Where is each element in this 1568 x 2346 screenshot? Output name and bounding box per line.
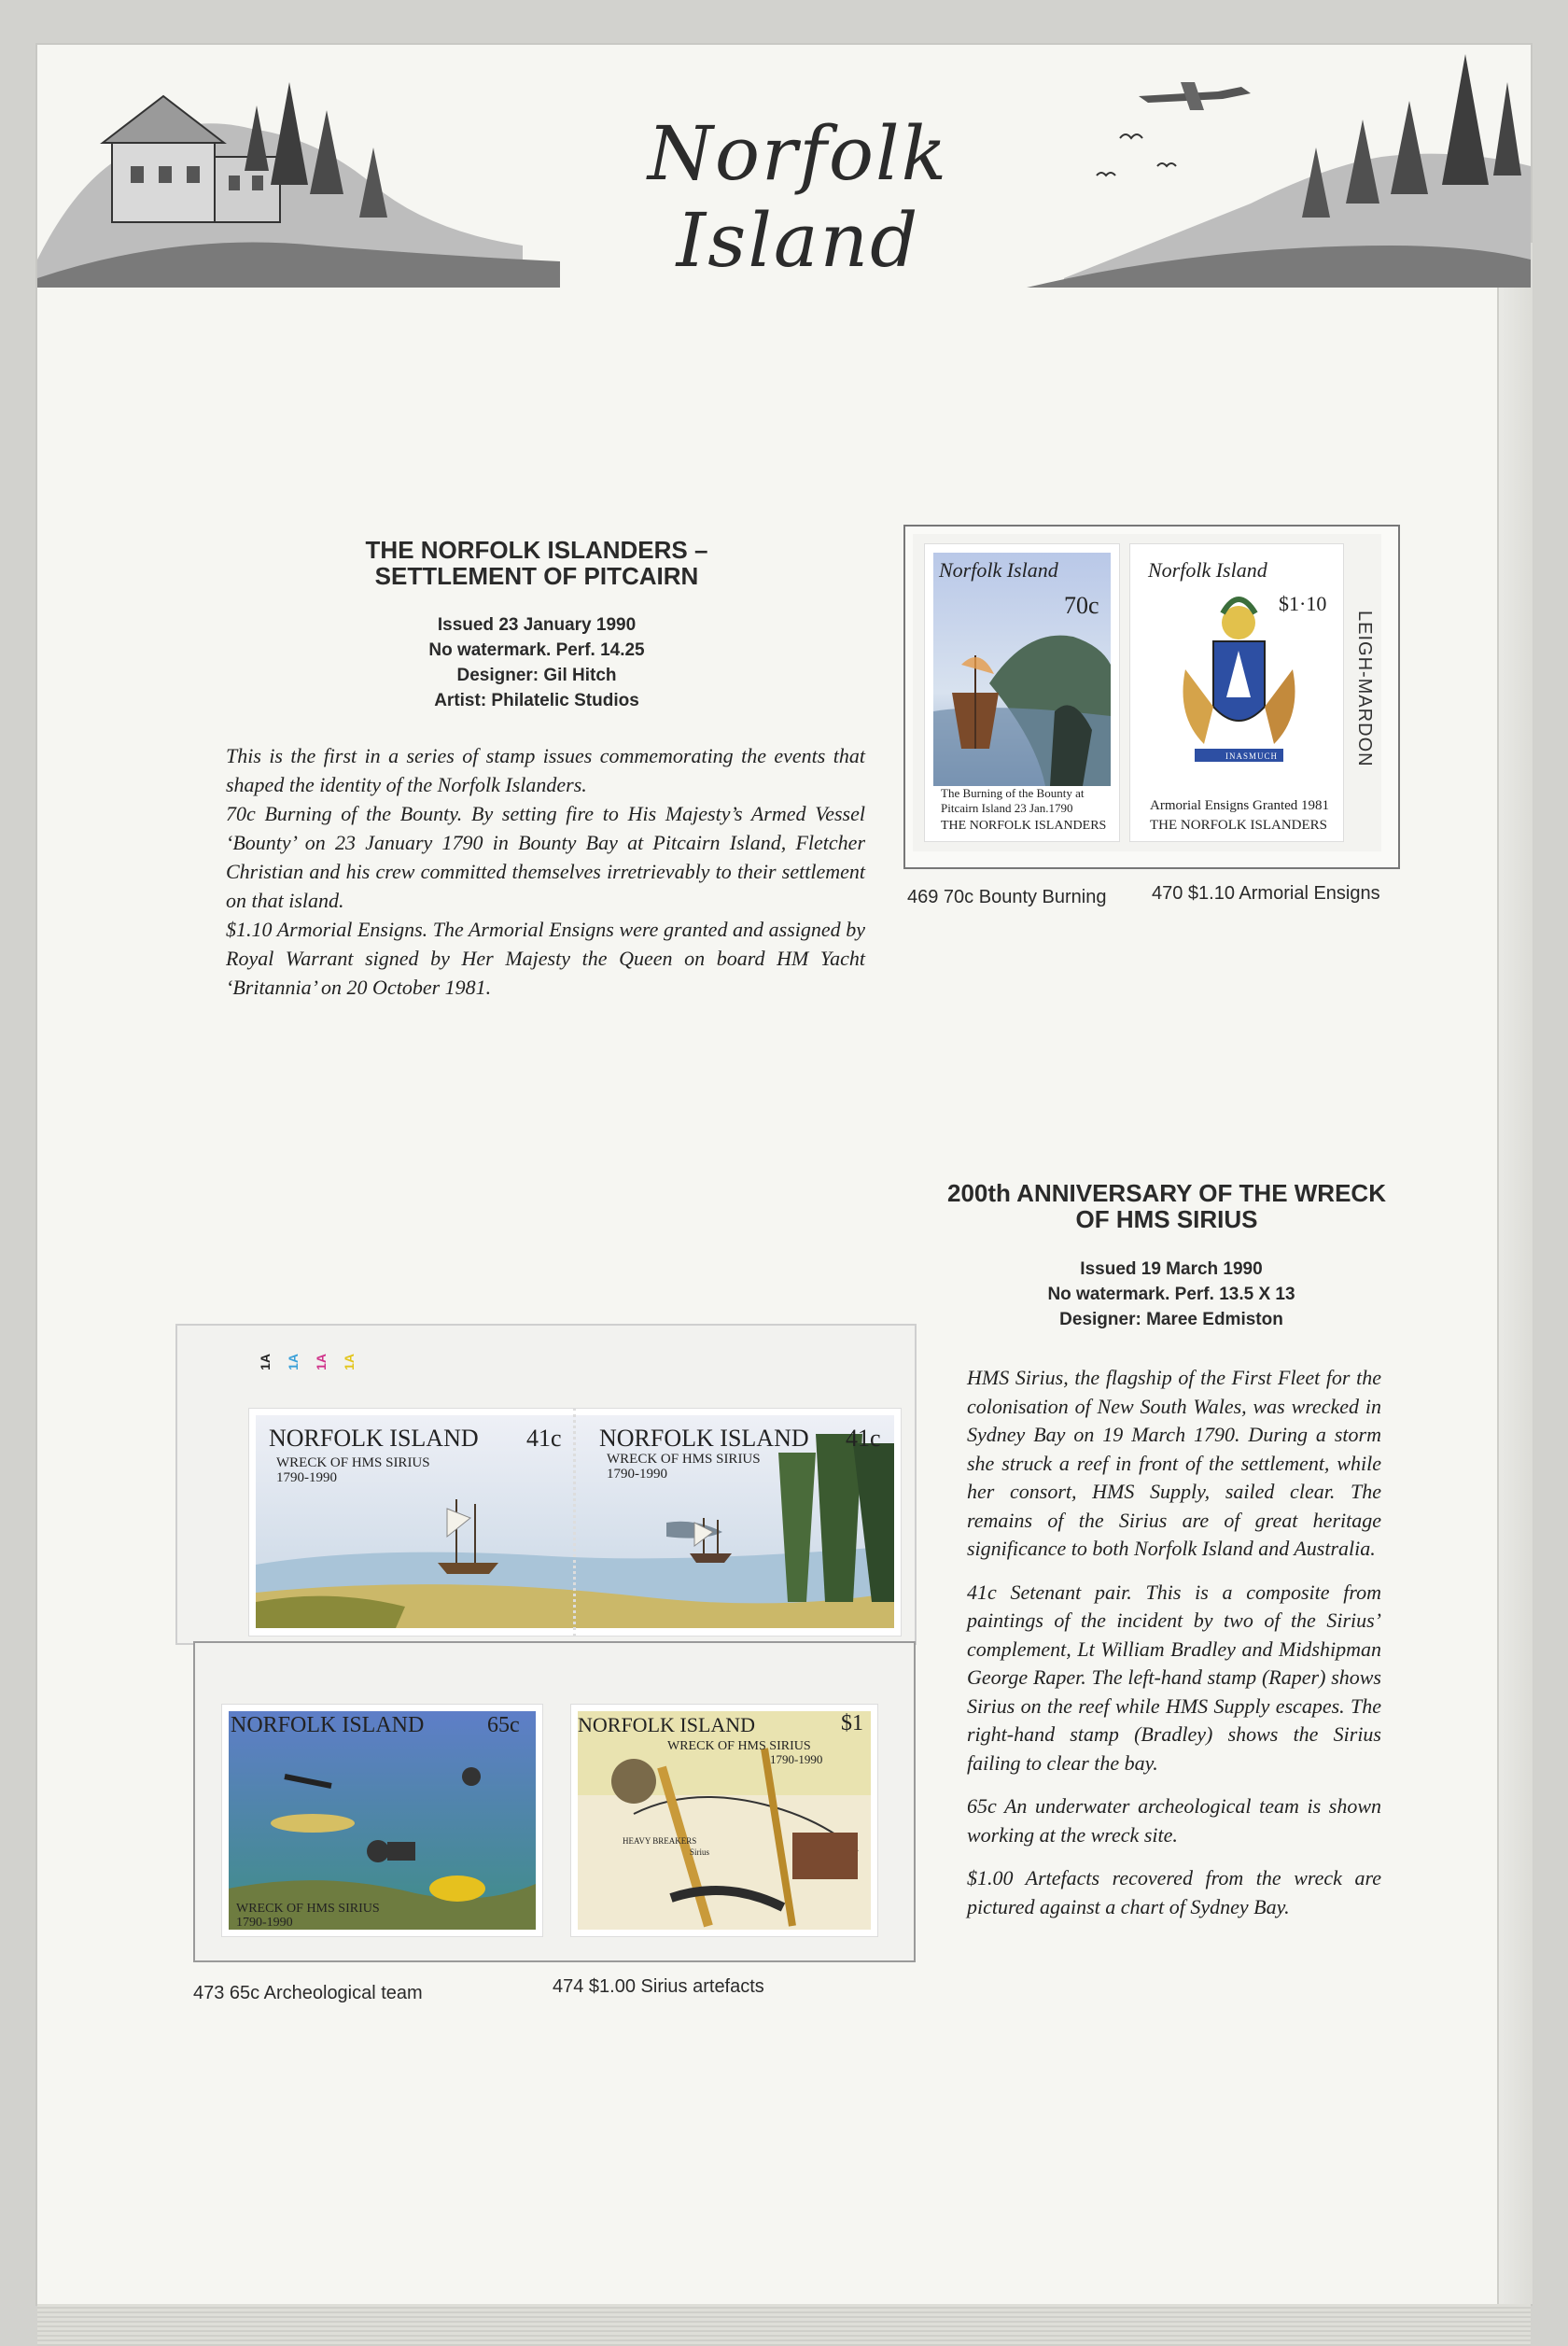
section2-title [896, 1180, 1437, 1232]
section1-title [303, 537, 770, 589]
section2-title-line2: OF HMS SIRIUS [1075, 1205, 1258, 1233]
stamp-470 [1129, 543, 1344, 842]
album-page [37, 45, 1531, 2304]
plate-number-cyan: 1A [286, 1354, 301, 1370]
section1-artist: Artist: Philatelic Studios [434, 691, 639, 710]
section1-title-line2: SETTLEMENT OF PITCAIRN [374, 562, 699, 590]
stamp-474-chart-label-sirius: Sirius [690, 1847, 710, 1857]
stamp-474 [570, 1704, 878, 1937]
header-title: Norfolk Island [647, 110, 949, 284]
stamp-469-footer: THE NORFOLK ISLANDERS [941, 819, 1107, 833]
stamp-mount-65c-100 [193, 1641, 916, 1962]
stamp-469-country: Norfolk Island [939, 558, 1058, 582]
section1-designer: Designer: Gil Hitch [456, 666, 617, 685]
stamp-473-subtitle: WRECK OF HMS SIRIUS [236, 1902, 380, 1916]
section2-paragraph-intro: HMS Sirius, the flagship of the First Fleet for the colonisation of New South Wales, was wrecked in Sydney Bay on 19 March 1790. During a storm she struck a reef in front of the settlement, while her consort, HMS Supply, sailed clear. The remains of the Sirius are of great heritage significance to both Norfolk Island and Australia. [967, 1366, 1381, 1560]
stamp-470-value: $1·10 [1279, 592, 1327, 615]
section1-paragraph-intro: This is the first in a series of stamp issues commemorating the events that shaped the identity of the Norfolk Islanders. [226, 744, 865, 796]
stamp-41c-left-years: 1790-1990 [276, 1470, 337, 1485]
page-stack-edge [37, 2304, 1531, 2346]
section2-issue-details [938, 1257, 1405, 1332]
stamp-474-subtitle: WRECK OF HMS SIRIUS [667, 1739, 811, 1753]
stamp-469-value: 70c [1064, 592, 1099, 619]
stamp-474-value: $1 [841, 1711, 863, 1735]
stamp-470-inscription: Armorial Ensigns Granted 1981 [1150, 798, 1330, 813]
stamp-474-country: NORFOLK ISLAND [578, 1713, 756, 1736]
margin-imprint: LEIGH-MARDON [1354, 611, 1375, 767]
stamp-pair-41c [248, 1408, 902, 1637]
section2-title-line1: 200th ANNIVERSARY OF THE WRECK [947, 1179, 1386, 1207]
section1-description [226, 741, 865, 1002]
page-header [37, 45, 1531, 288]
stamp-469-inscription-2: Pitcairn Island 23 Jan.1790 [941, 801, 1073, 815]
stamp-41c-left-country: NORFOLK ISLAND [269, 1425, 479, 1452]
plate-number-yellow: 1A [342, 1354, 357, 1370]
caption-473: 473 65c Archeological team [193, 1983, 423, 2003]
stamp-mount-setenant-pair [175, 1324, 917, 1645]
stamp-473-value: 65c [487, 1713, 520, 1737]
plate-number-black: 1A [258, 1354, 273, 1370]
stamp-473-years: 1790-1990 [236, 1916, 293, 1930]
stamp-473-country: NORFOLK ISLAND [231, 1713, 425, 1737]
caption-470: 470 $1.10 Armorial Ensigns [1152, 883, 1380, 904]
stamp-mount-pitcairn [903, 525, 1400, 869]
stamp-469-inscription-1: The Burning of the Bounty at [941, 786, 1085, 800]
stamp-41c-right-years: 1790-1990 [607, 1467, 667, 1482]
stamp-470-footer: THE NORFOLK ISLANDERS [1150, 818, 1328, 833]
archeological-team-picture [229, 1711, 536, 1930]
plate-number-magenta: 1A [314, 1354, 329, 1370]
section2-designer: Designer: Maree Edmiston [1059, 1310, 1283, 1329]
stamp-474-chart-label-breakers: HEAVY BREAKERS [623, 1836, 697, 1846]
section2-issue-date: Issued 19 March 1990 [1080, 1259, 1263, 1279]
section1-watermark-perf: No watermark. Perf. 14.25 [428, 640, 645, 660]
stamp-41c-left-value: 41c [526, 1425, 562, 1452]
caption-469: 469 70c Bounty Burning [907, 887, 1107, 907]
section1-issue-details [303, 612, 770, 713]
stamp-41c-right-value: 41c [846, 1425, 881, 1452]
caption-474: 474 $1.00 Sirius artefacts [553, 1976, 764, 1997]
section2-paragraph-65c: 65c An underwater archeological team is shown working at the wreck site. [967, 1794, 1381, 1847]
stamp-41c-left-subtitle: WRECK OF HMS SIRIUS [276, 1455, 430, 1470]
stamp-41c-right-subtitle: WRECK OF HMS SIRIUS [607, 1452, 761, 1467]
perforation-divider [573, 1408, 576, 1637]
bounty-burning-picture [933, 553, 1111, 786]
section1-paragraph-110: $1.10 Armorial Ensigns. The Armorial Ensigns were granted and assigned by Royal Warrant signed by Her Majesty the Queen on board HM Yacht ‘Britannia’ on 20 October 1981. [226, 918, 865, 999]
stamp-469 [924, 543, 1120, 842]
stamp-470-motto: INASMUCH [1225, 752, 1279, 761]
section2-paragraph-41c: 41c Setenant pair. This is a composite from paintings of the incident by two of the Sirius’ complement, Lt William Bradley and Midshipman George Raper. The left-hand stamp (Raper) shows Sirius on the reef while HMS Supply escapes. The right-hand stamp (Bradley) shows the Sirius failing to clear the bay. [967, 1580, 1381, 1775]
stamp-470-country: Norfolk Island [1148, 558, 1267, 582]
binder-edge [1497, 243, 1533, 2304]
section1-issue-date: Issued 23 January 1990 [437, 615, 637, 635]
section2-description [967, 1364, 1381, 1921]
section1-title-line1: THE NORFOLK ISLANDERS – [365, 536, 708, 564]
section2-paragraph-100: $1.00 Artefacts recovered from the wreck are pictured against a chart of Sydney Bay. [967, 1866, 1381, 1918]
section2-watermark-perf: No watermark. Perf. 13.5 X 13 [1047, 1285, 1295, 1304]
stamp-473 [221, 1704, 543, 1937]
armorial-ensigns-picture [1148, 585, 1325, 800]
stamp-41c-right-country: NORFOLK ISLAND [599, 1425, 809, 1452]
stamp-474-years: 1790-1990 [770, 1752, 823, 1766]
section1-paragraph-70c: 70c Burning of the Bounty. By setting fire to His Majesty’s Armed Vessel ‘Bounty’ on 23 January 1790 in Bounty Bay at Pitcairn Island, Fletcher Christian and his crew committed themselves irretrievably to their settlement on that island. [226, 802, 865, 912]
